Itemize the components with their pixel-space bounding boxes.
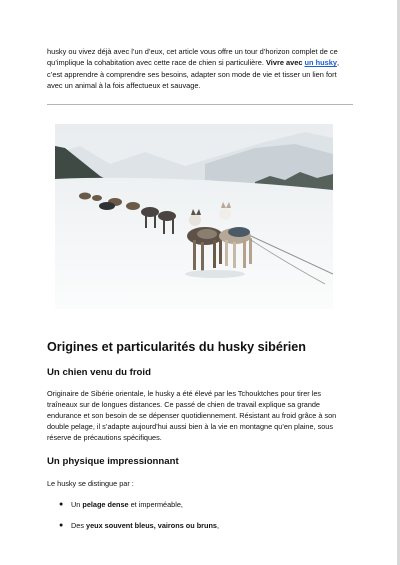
- subsection-title-cold: Un chien venu du froid: [47, 366, 151, 378]
- intro-paragraph: [47, 46, 353, 92]
- section-title: Origines et particularités du husky sibérien: [47, 339, 306, 354]
- physique-list: [47, 499, 353, 531]
- horizontal-rule: [47, 104, 353, 105]
- document-content: [47, 0, 353, 541]
- list-item: ● Un pelage dense et imperméable,: [59, 499, 183, 509]
- list-item: ● Des yeux souvent bleus, vairons ou bruns,: [59, 520, 220, 530]
- husky-link[interactable]: un husky: [304, 58, 337, 68]
- subsection-paragraph-cold: Originaire de Sibérie orientale, le husky a été élevé par les Tchoukt​ches pour tirer les traîneaux sur de longues distances. Ce passé de chien de travail explique sa grande endurance et son besoin de se dépenser quotidiennement. Résistant au froid grâce à son double pelage, il s’adapte aujourd’hui aussi bien à la vie en montagne qu’en plaine, sous réserve de précautions spécifiques.: [47, 388, 337, 443]
- bullet-icon: ●: [59, 521, 64, 529]
- intro-text-before: husky ou vivez déjà avec l’un d’eux, cet article vous offre un tour d’horizon complet de ce qu’implique la cohabitation avec cette race de chien si particulière.: [47, 47, 338, 68]
- intro-bold: Vivre avec: [265, 58, 305, 68]
- husky-sled-photo: [55, 124, 333, 309]
- subsection-title-physique: Un physique impressionnant: [47, 455, 179, 467]
- bullet-icon: ●: [59, 500, 64, 508]
- intro-text-after: , c’est apprendre à comprendre ses besoins, adapter son mode de vie et tisser un lien fort avec un animal à la fois affectueux et sauvage.: [47, 58, 339, 91]
- physique-lead: Le husky se distingue par :: [47, 478, 134, 488]
